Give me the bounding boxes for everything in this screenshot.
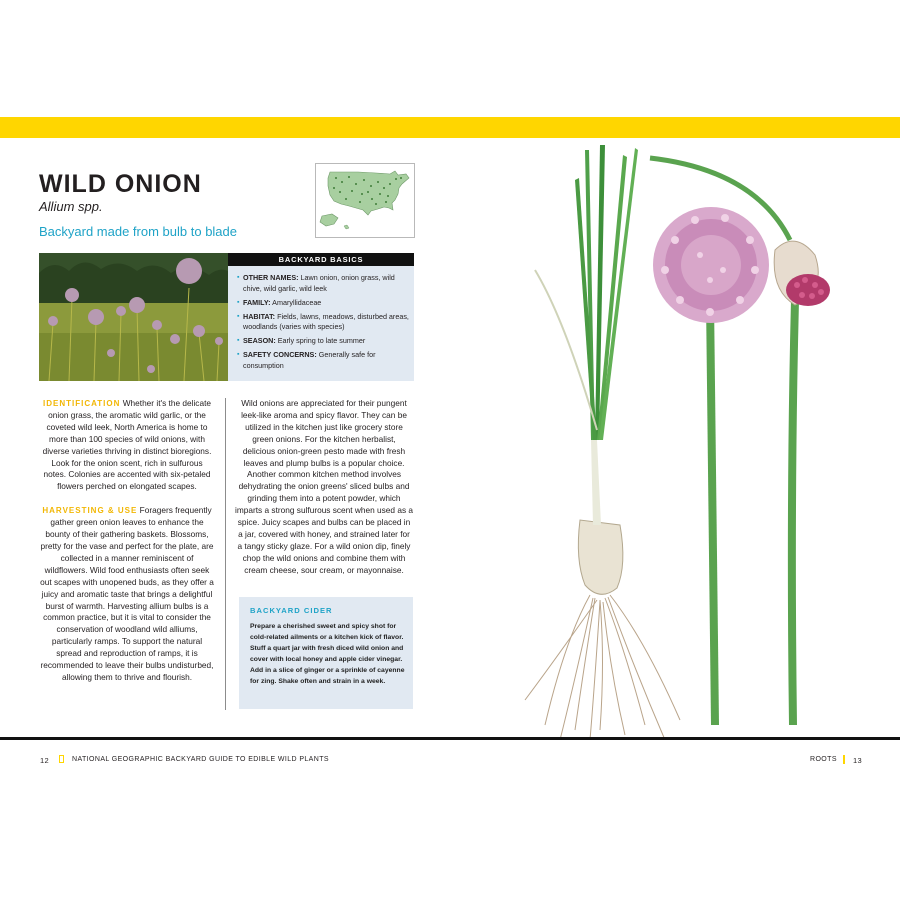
basics-item-text: Lawn onion, onion grass, wild chive, wild garlic, wild leek bbox=[243, 273, 395, 293]
identification-heading: IDENTIFICATION bbox=[42, 399, 121, 408]
harvesting-heading: HARVESTING & USE bbox=[42, 506, 138, 516]
folio-separator bbox=[843, 755, 845, 764]
backyard-basics-panel bbox=[228, 253, 414, 381]
cider-heading: BACKYARD CIDER bbox=[250, 606, 333, 615]
harvesting-text: Foragers frequently gather green onion leaves to enhance the bounty of their gathering baskets. Blossoms, pretty for the vase and perfect for the plate, are collected in a manner reminiscent of wildflowers. Wild food enthusiasts often seek out scapes with unopened buds, as they offer a juicy and aromatic taste that brings a delightful burst of warmth. Harvesting allium bulbs is a common practice, but it is vital to consider the conservation of woodland wild alliums, particularly ramps. To support the natural spread and reproduction of ramps, it is recommended to leave their bulbs undisturbed, allowing them to thrive and flourish. bbox=[40, 505, 214, 682]
page-title: WILD ONION bbox=[39, 170, 202, 198]
basics-item-family bbox=[237, 298, 409, 309]
yellow-border-logo-icon bbox=[59, 755, 64, 763]
latin-name: Allium spp. bbox=[39, 199, 103, 214]
right-page-number: 13 bbox=[853, 756, 862, 765]
basics-item-label: SAFETY CONCERNS: bbox=[243, 350, 317, 359]
footer-rule bbox=[0, 737, 900, 740]
header-color-band bbox=[0, 117, 900, 138]
identification-text: Whether it's the delicate onion grass, the aromatic wild garlic, or the coveted wild leek, North America is home to more than 100 species of wild onions, with diverse varieties thriving in distinct bioregions. Look for the onion scent, rich in sulfurous notes. Colonies are accented with six-petaled flowers perched on elongated scapes. bbox=[42, 398, 212, 492]
left-page-number: 12 bbox=[40, 756, 49, 765]
basics-item-text: Early spring to late summer bbox=[277, 336, 366, 345]
basics-item-season bbox=[237, 336, 409, 347]
body-column-right bbox=[235, 398, 413, 589]
basics-item-safety bbox=[237, 350, 409, 371]
basics-item-other-names bbox=[237, 273, 409, 294]
backyard-basics-list bbox=[237, 273, 409, 375]
wild-onion-illustration bbox=[505, 140, 860, 740]
page-subtitle: Backyard made from bulb to blade bbox=[39, 224, 237, 239]
basics-item-text: Fields, lawns, meadows, disturbed areas, woodlands (varies with species) bbox=[243, 311, 409, 331]
basics-item-label: SEASON: bbox=[243, 336, 276, 345]
harvesting-paragraph bbox=[39, 505, 215, 684]
us-range-map-image bbox=[316, 164, 414, 237]
backyard-cider-sidebar bbox=[239, 597, 413, 709]
body-column-left bbox=[39, 398, 215, 696]
basics-item-habitat bbox=[237, 312, 409, 333]
range-map bbox=[315, 163, 415, 238]
basics-item-label: OTHER NAMES: bbox=[243, 273, 299, 282]
column-divider bbox=[225, 398, 226, 710]
identification-paragraph bbox=[39, 398, 215, 493]
basics-item-label: FAMILY: bbox=[243, 297, 271, 307]
basics-item-text: Amaryllidaceae bbox=[272, 297, 322, 307]
kitchen-use-paragraph: Wild onions are appreciated for their pungent leek-like aroma and spicy flavor. They can be utilized in the kitchen just like grocery store green onions. For the kitchen herbalist, delicious onion-green pesto made with fresh leaves and plump bulbs is a popular choice. Another common kitchen method involves dehydrating the onion greens' sliced bulbs and grinding them into a potent powder, which imparts a strong sulfurous scent when used as a spice. Juicy scapes and bulbs can be placed in a jar, covered with honey, and strained later for a tangy sticky glaze. For a wild onion dip, finely chop the wild onions and combine them with cream cheese, sour cream, or mayonnaise. bbox=[235, 398, 414, 575]
wild-onion-meadow-photo bbox=[39, 253, 228, 381]
book-title: NATIONAL GEOGRAPHIC BACKYARD GUIDE TO EDIBLE WILD PLANTS bbox=[72, 756, 329, 763]
basics-item-label: HABITAT: bbox=[243, 311, 276, 321]
basics-item-text: Generally safe for consumption bbox=[243, 350, 376, 370]
cider-text: Prepare a cherished sweet and spicy shot for cold-related ailments or a kitchen kick of flavor. Stuff a quart jar with fresh diced wild onion and cover with local honey and apple cider vinegar. Add in a slice of ginger or a sprinkle of cayenne for zing. Shake often and strain in a week. bbox=[250, 623, 405, 685]
section-name: ROOTS bbox=[810, 756, 837, 763]
backyard-basics-heading: BACKYARD BASICS bbox=[228, 253, 414, 266]
